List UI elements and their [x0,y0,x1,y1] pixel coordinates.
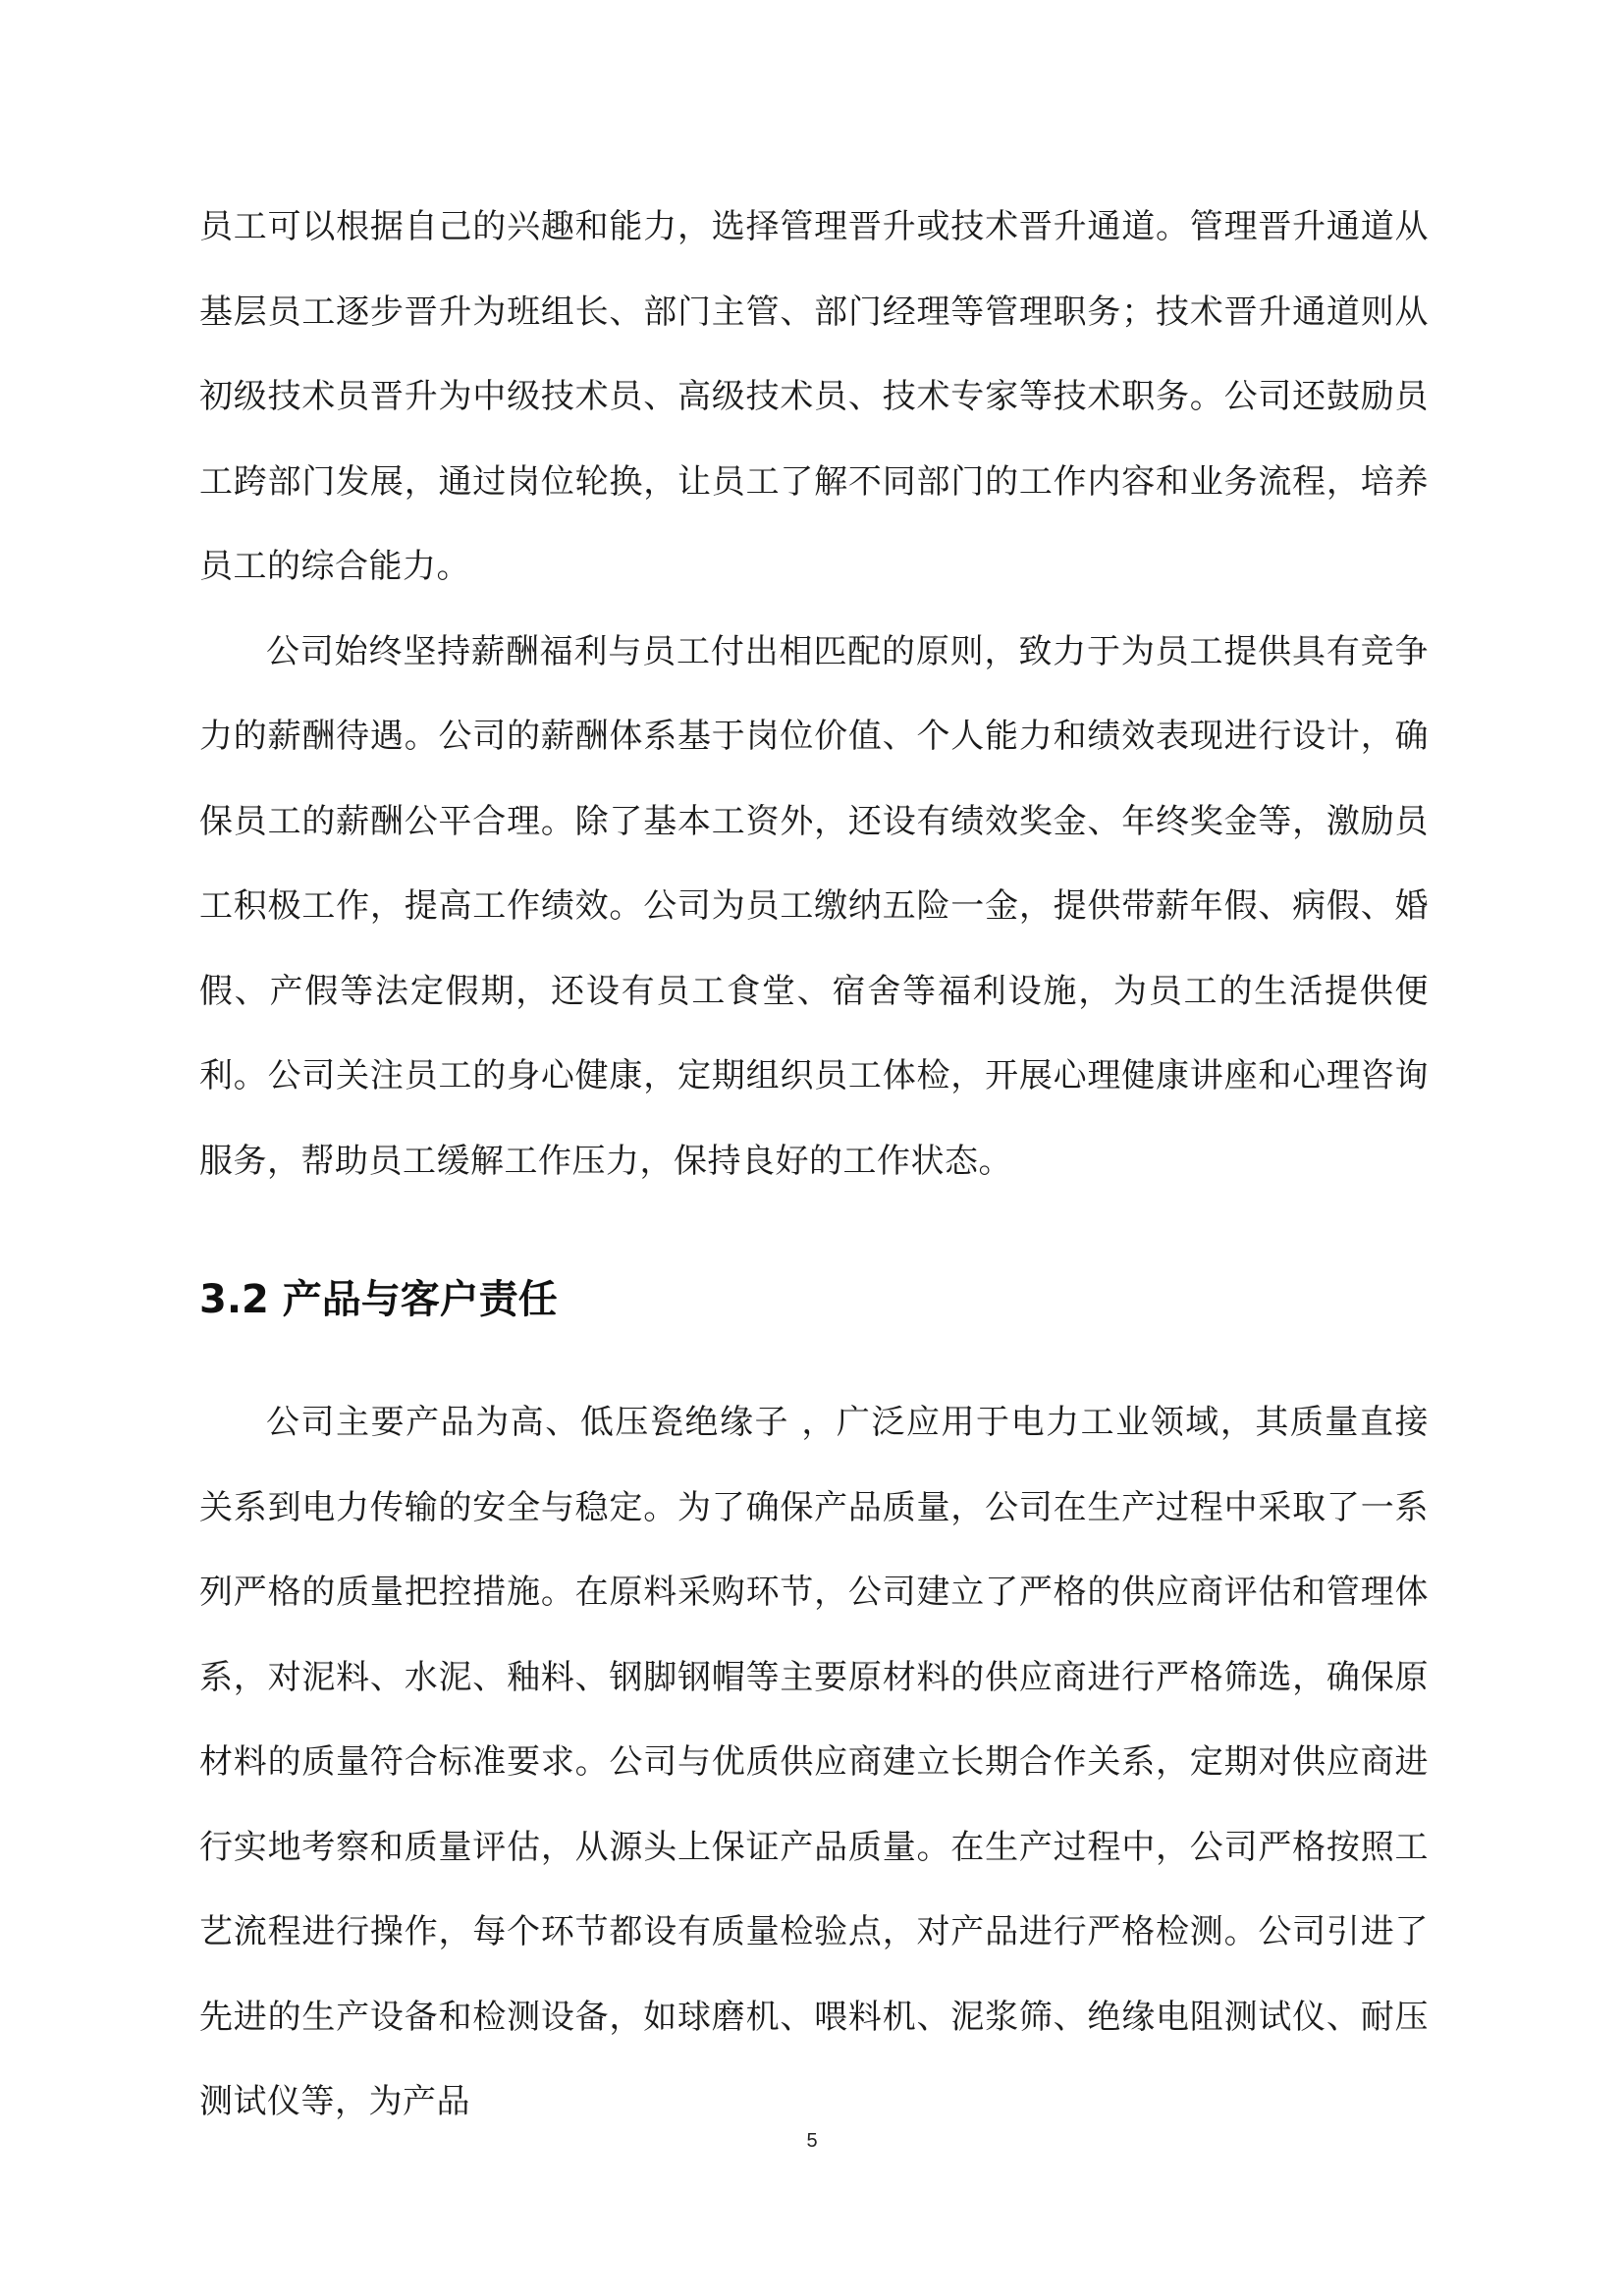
page-content [199,185,1429,2145]
paragraph-compensation-benefits: 公司始终坚持薪酬福利与员工付出相匹配的原则，致力于为员工提供具有竞争力的薪酬待遇。公司的薪酬体系基于岗位价值、个人能力和绩效表现进行设计，确保员工的薪酬公平合理。除了基本工资外，还设有绩效奖金、年终奖金等，激励员工积极工作，提高工作绩效。公司为员工缴纳五险一金，提供带薪年假、病假、婚假、产假等法定假期，还设有员工食堂、宿舍等福利设施，为员工的生活提供便利。公司关注员工的身心健康，定期组织员工体检，开展心理健康讲座和心理咨询服务，帮助员工缓解工作压力，保持良好的工作状态。 [199,631,1429,1181]
section-heading: 3.2 产品与客户责任 [199,1277,558,1322]
paragraph-product-quality: 公司主要产品为高、低压瓷绝缘子 ，广泛应用于电力工业领域，其质量直接关系到电力传输的安全与稳定。为了确保产品质量，公司在生产过程中采取了一系列严格的质量把控措施。在原料采购环节，公司建立了严格的供应商评估和管理体系，对泥料、水泥、釉料、钢脚钢帽等主要原材料的供应商进行严格筛选，确保原材料的质量符合标准要求。公司与优质供应商建立长期合作关系，定期对供应商进行实地考察和质量评估，从源头上保证产品质量。在生产过程中，公司严格按照工艺流程进行操作，每个环节都设有质量检验点，对产品进行严格检测。公司引进了先进的生产设备和检测设备，如球磨机、喂料机、泥浆筛、绝缘电阻测试仪、耐压测试仪等，为产品 [199,1403,1429,2121]
page-number: 5 [806,2130,818,2152]
paragraph-career-paths: 员工可以根据自己的兴趣和能力，选择管理晋升或技术晋升通道。管理晋升通道从基层员工逐步晋升为班组长、部门主管、部门经理等管理职务；技术晋升通道则从初级技术员晋升为中级技术员、高级技术员、技术专家等技术职务。公司还鼓励员工跨部门发展，通过岗位轮换，让员工了解不同部门的工作内容和业务流程，培养员工的综合能力。 [199,207,1429,586]
